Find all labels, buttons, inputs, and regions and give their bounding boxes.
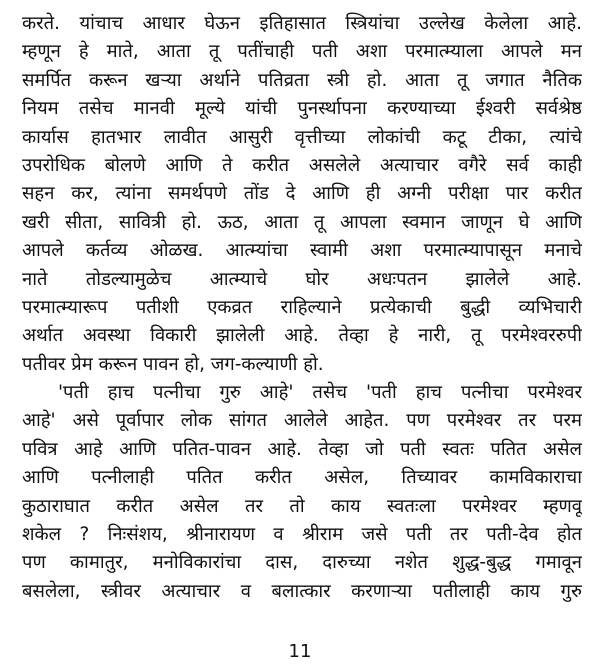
text-line: कुठाराघात करीत असेल तर तो काय स्वतःला परमेश्वर म्हणवू bbox=[22, 495, 582, 517]
text-line: आणि पत्नीलाही पतित करीत असेल, तिच्यावर कामविकाराचा bbox=[22, 467, 582, 489]
page-number: 11 bbox=[288, 641, 312, 662]
text-line: समर्पित करून खऱ्या अर्थाने पतिव्रता स्त्री हो. आता तू जगात नैतिक bbox=[22, 69, 582, 91]
text-line: पण कामातुर, मनोविकारांचा दास, दारुच्या नशेत शुद्ध-बुद्ध गमावून bbox=[22, 552, 582, 574]
text-line: परमात्म्यारूप पतीशी एकव्रत राहिल्याने प्रत्येकाची बुद्धी व्यभिचारी bbox=[22, 296, 582, 318]
text-line: अर्थात अवस्था विकारी झालेली आहे. तेव्हा हे नारी, तू परमेश्वररुपी bbox=[22, 325, 582, 347]
text-line: खरी सीता, सावित्री हो. ऊठ, आता तू आपला स्वमान जाणून घे आणि bbox=[22, 211, 582, 233]
text-line: पतीवर प्रेम करून पावन हो, जग-कल्याणी हो. bbox=[22, 353, 324, 375]
text-line: सहन कर, त्यांना समर्थपणे तोंड दे आणि ही अग्नी परीक्षा पार करीत bbox=[22, 183, 582, 205]
paragraph-1 bbox=[22, 10, 582, 379]
text-line: उपरोधिक बोलणे आणि ते करीत असलेले अत्याचार वगैरे सर्व काही bbox=[22, 154, 582, 176]
text-line: आहे' असे पूर्वापार लोक सांगत आलेले आहेत. पण परमेश्वर तर परम bbox=[22, 410, 582, 432]
text-line: म्हणून हे माते, आता तू पतींचाही पती अशा परमात्म्याला आपले मन bbox=[22, 41, 582, 63]
text-line: 'पती हाच पत्नीचा गुरु आहे' तसेच 'पती हाच पत्नीचा परमेश्वर bbox=[58, 382, 582, 404]
text-line: कार्यास हातभार लावीत आसुरी वृत्तीच्या लोकांची कटू टीका, त्यांचे bbox=[22, 126, 582, 148]
text-line: नियम तसेच मानवी मूल्ये यांची पुनर्स्थापना करण्याच्या ईश्वरी सर्वश्रेष्ठ bbox=[22, 98, 582, 120]
text-line: शकेल ? निःसंशय, श्रीनारायण व श्रीराम जसे पती तर पती-देव होत bbox=[22, 524, 582, 546]
paragraph-2 bbox=[22, 379, 582, 606]
text-line: आपले कर्तव्य ओळख. आत्म्यांचा स्वामी अशा परमात्म्यापासून मनाचे bbox=[22, 240, 582, 262]
text-line: पवित्र आहे आणि पतित-पावन आहे. तेव्हा जो पती स्वतः पतित असेल bbox=[22, 438, 582, 460]
text-line: करते. यांचाच आधार घेऊन इतिहासात स्त्रियांचा उल्लेख केलेला आहे. bbox=[22, 13, 582, 34]
text-line: नाते तोडल्यामुळेच आत्म्याचे घोर अधःपतन झालेले आहे. bbox=[22, 268, 582, 290]
body-text bbox=[22, 10, 582, 606]
text-line: बसलेला, स्त्रीवर अत्याचार व बलात्कार करणाऱ्या पतीलाही काय गुरु bbox=[22, 580, 582, 602]
